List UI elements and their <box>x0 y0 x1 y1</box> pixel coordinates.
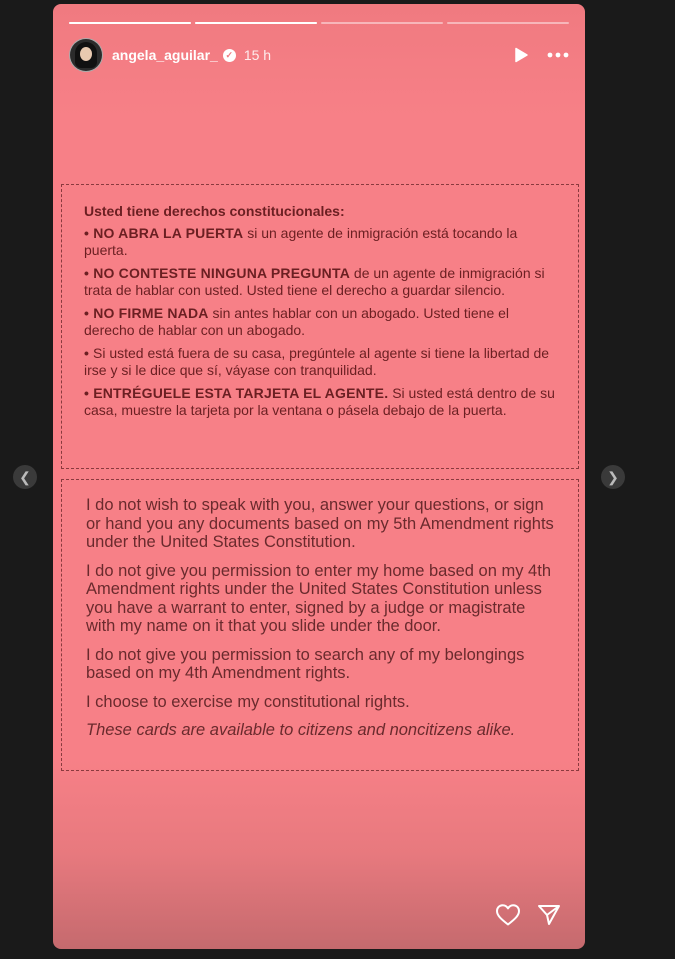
rights-item: • NO ABRA LA PUERTA si un agente de inmigración está tocando la puerta. <box>84 224 518 258</box>
progress-segment <box>195 22 317 24</box>
rights-paragraph: I do not give you permission to enter my home based on my 4th Amendment rights under the United States Constitution unless you have a warrant to enter, signed by a judge or magistrate with my name on it that you slide under the door. <box>86 561 551 635</box>
play-icon <box>513 47 529 63</box>
rights-item: • NO CONTESTE NINGUNA PREGUNTA de un agente de inmigración si trata de hablar con usted. Usted tiene el derecho a guardar silencio. <box>84 264 545 298</box>
send-icon <box>537 904 561 926</box>
rights-paragraph: I do not give you permission to search any of my belongings based on my 4th Amendment rights. <box>86 645 525 682</box>
username[interactable]: angela_aguilar_ <box>112 47 218 63</box>
story-footer <box>495 903 561 927</box>
avatar[interactable] <box>69 38 103 72</box>
english-rights-card <box>61 479 579 771</box>
rights-item: • ENTRÉGUELE ESTA TARJETA EL AGENTE. Si usted está dentro de su casa, muestre la tarjeta por la ventana o pásela debajo de la puerta. <box>84 384 555 418</box>
chevron-left-icon: ❮ <box>19 468 31 485</box>
post-time: 15 h <box>243 47 272 63</box>
rights-paragraph: I do not wish to speak with you, answer your questions, or sign or hand you any documents based on my 5th Amendment rights under the United States Constitution. <box>86 496 554 551</box>
card-heading: Usted tiene derechos constitucionales: <box>84 203 345 219</box>
play-button[interactable] <box>513 47 529 63</box>
rights-item: • Si usted está fuera de su casa, pregúntele al agente si tiene la libertad de irse y si le dice que sí, váyase con tranquilidad. <box>84 344 550 378</box>
spanish-rights-card <box>61 184 579 469</box>
story-progress <box>69 22 569 25</box>
verified-badge-icon: ✓ <box>223 49 236 62</box>
more-icon <box>547 52 569 58</box>
chevron-right-icon: ❯ <box>607 468 619 485</box>
rights-note: These cards are available to citizens and noncitizens alike. <box>86 721 516 739</box>
heart-icon <box>495 903 521 927</box>
rights-paragraph: I choose to exercise my constitutional rights. <box>86 692 410 711</box>
share-button[interactable] <box>537 904 561 926</box>
story-viewer[interactable] <box>53 4 585 949</box>
next-story-button[interactable] <box>601 465 625 489</box>
story-header <box>69 38 569 72</box>
more-options-button[interactable] <box>547 52 569 58</box>
previous-story-button[interactable] <box>13 465 37 489</box>
progress-segment <box>447 22 569 24</box>
progress-segment <box>69 22 191 24</box>
progress-segment <box>321 22 443 24</box>
rights-item: • NO FIRME NADA sin antes hablar con un abogado. Usted tiene el derecho de hablar con un abogado. <box>84 304 510 338</box>
like-button[interactable] <box>495 903 521 927</box>
